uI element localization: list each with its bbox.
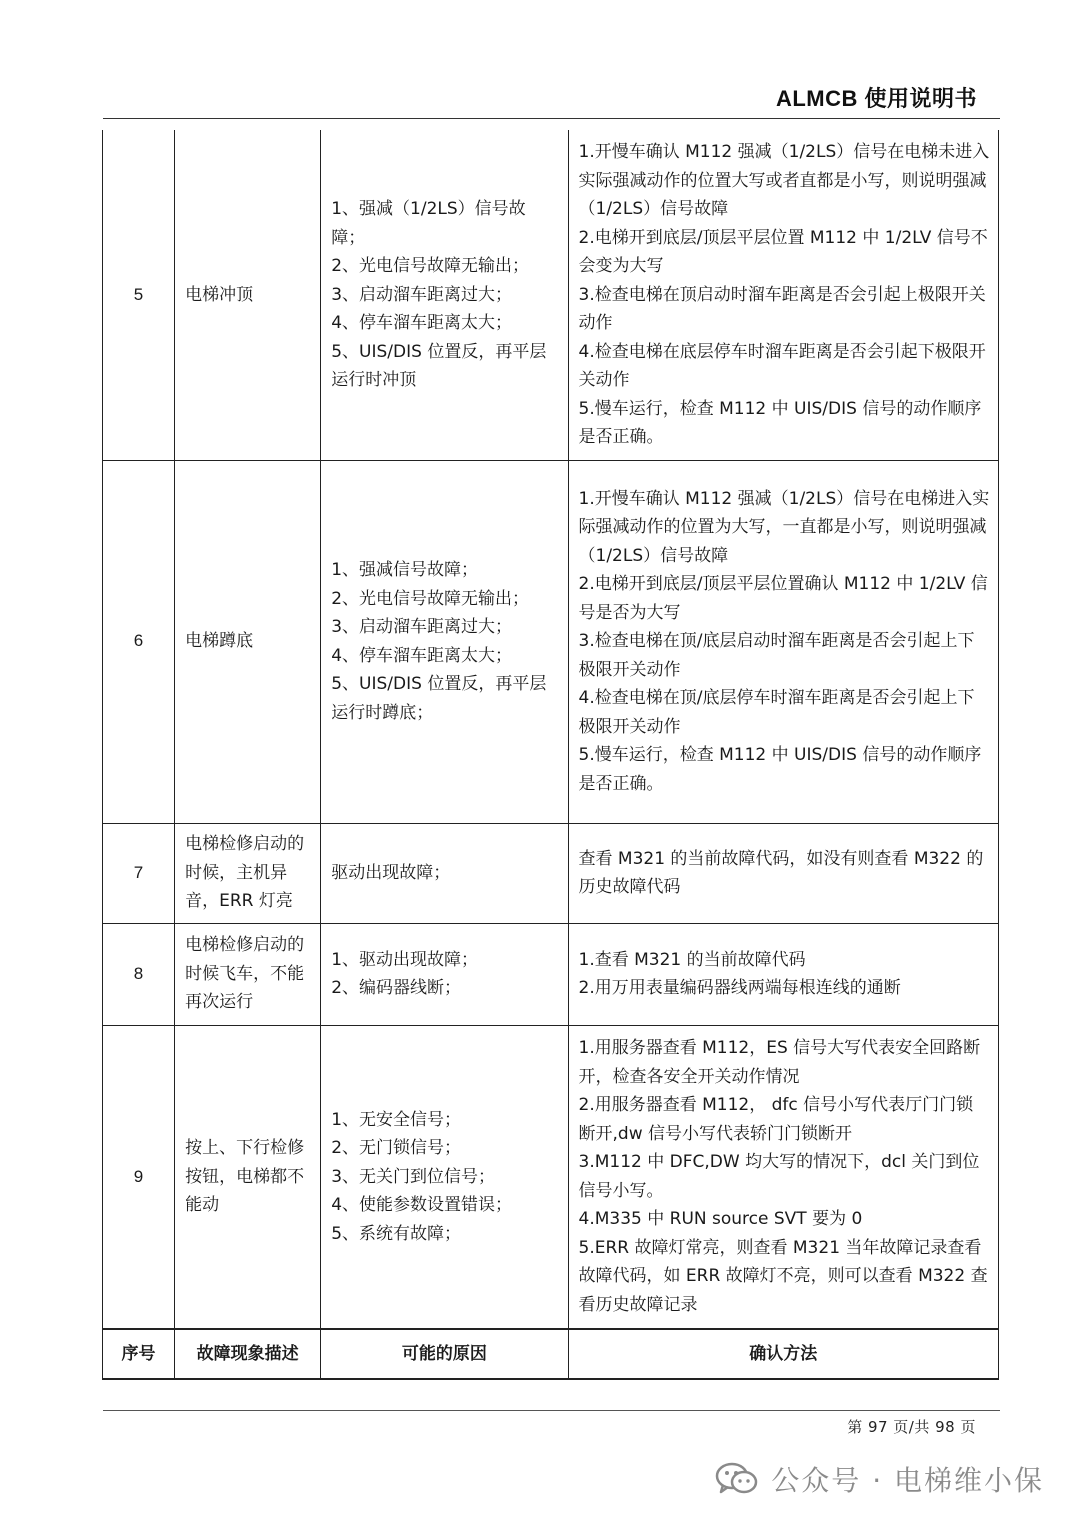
possible-cause-cell [321,923,568,1025]
check-method-cell [568,460,999,823]
possible-cause: 驱动出现故障； [331,862,451,883]
check-method-cell [568,1025,999,1329]
watermark [715,1459,1044,1499]
table-row [103,823,999,923]
row-number: 8 [103,923,175,1025]
possible-cause-cell [321,130,568,460]
table-row [103,130,999,460]
check-method: 1.开慢车确认 M112 强减（1/2LS）信号在电梯进入实际强减动作的位置为大写，一直都是小写，则说明强减（1/2LS）信号故障 2.电梯开到底层/顶层平层位置确认 M112 中 1/2LV 信号是否为大写 3.检查电梯在顶/底层启动时溜车距离是否会引起上下极限开关动作 4.检查电梯在顶/底层停车时溜车距离是否会引起上下极限开关动作 5.慢车运行，检查 M112 中 UIS/DIS 信号的动作顺序是否正确。 [578,488,990,794]
column-header-cause: 可能的原因 [321,1329,568,1379]
check-method-cell [568,923,999,1025]
possible-cause-cell [321,1025,568,1329]
possible-cause: 1、驱动出现故障； 2、编码器线断； [331,949,479,998]
check-method: 查看 M321 的当前故障代码，如没有则查看 M322 的历史故障代码 [578,848,984,897]
possible-cause-cell [321,823,568,923]
check-method: 1.开慢车确认 M112 强减（1/2LS）信号在电梯未进入实际强减动作的位置大写或者直都是小写，则说明强减（1/2LS）信号故障 2.电梯开到底层/顶层平层位置 M112 中 1/2LV 信号不会变为大写 3.检查电梯在顶启动时溜车距离是否会引起上极限开关动作 4.检查电梯在底层停车时溜车距离是否会引起下极限开关动作 5.慢车运行，检查 M112 中 UIS/DIS 信号的动作顺序是否正确。 [578,142,990,447]
check-method-cell [568,130,999,460]
possible-cause: 1、强减（1/2LS）信号故障； 2、光电信号故障无输出； 3、启动溜车距离过大； 4、停车溜车距离太大； 5、UIS/DIS 位置反，再平层运行时冲顶 [331,199,547,390]
fault-description-cell [175,130,321,460]
fault-description-cell [175,1025,321,1329]
wechat-icon [715,1461,759,1497]
row-number: 6 [103,460,175,823]
watermark-text: 公众号 · 电梯维小保 [771,1464,1044,1497]
row-number: 9 [103,1025,175,1329]
column-header-description: 故障现象描述 [175,1329,321,1379]
table-row [103,1025,999,1329]
fault-description-cell [175,823,321,923]
fault-description-cell [175,460,321,823]
fault-description: 按上、下行检修按钮，电梯都不能动 [185,1138,305,1215]
table-row [103,460,999,823]
fault-table [102,130,999,1380]
row-number: 7 [103,823,175,923]
fault-description-cell [175,923,321,1025]
table-row [103,923,999,1025]
page-number: 第 97 页/共 98 页 [847,1418,976,1436]
column-header-no: 序号 [103,1329,175,1379]
fault-description: 电梯冲顶 [185,284,254,305]
fault-description: 电梯检修启动的时候飞车，不能再次运行 [185,935,305,1013]
header-divider [103,118,1000,119]
check-method-cell [568,823,999,923]
footer-divider [103,1410,1000,1411]
row-number: 5 [103,130,175,460]
check-method: 1.查看 M321 的当前故障代码 2.用万用表量编码器线两端每根连线的通断 [578,949,901,998]
fault-table-container [102,130,999,1380]
table-header-row [103,1329,999,1379]
possible-cause: 1、无安全信号； 2、无门锁信号； 3、无关门到位信号； 4、使能参数设置错误； 5、系统有故障； [331,1109,513,1244]
possible-cause-cell [321,460,568,823]
check-method: 1.用服务器查看 M112，ES 信号大写代表安全回路断开，检查各安全开关动作情况 2.用服务器查看 M112， dfc 信号小写代表厅门门锁断开,dw 信号小写代表轿门门锁断开 3.M112 中 DFC,DW 均大写的情况下，dcl 关门到位信号小写。 4.M335 中 RUN source SVT 要为 0 5.ERR 故障灯常亮，则查看 M321 当年故障记录查看故障代码，如 ERR 故障灯不亮，则可以查看 M322 查看历史故障记录 [578,1038,988,1315]
fault-description: 电梯检修启动的时候，主机异音，ERR 灯亮 [185,834,305,912]
fault-description: 电梯蹲底 [185,631,254,652]
document-title: ALMCB 使用说明书 [775,86,977,111]
column-header-check: 确认方法 [568,1329,999,1379]
possible-cause: 1、强减信号故障； 2、光电信号故障无输出； 3、启动溜车距离过大； 4、停车溜车距离太大； 5、UIS/DIS 位置反，再平层运行时蹲底； [331,560,547,723]
